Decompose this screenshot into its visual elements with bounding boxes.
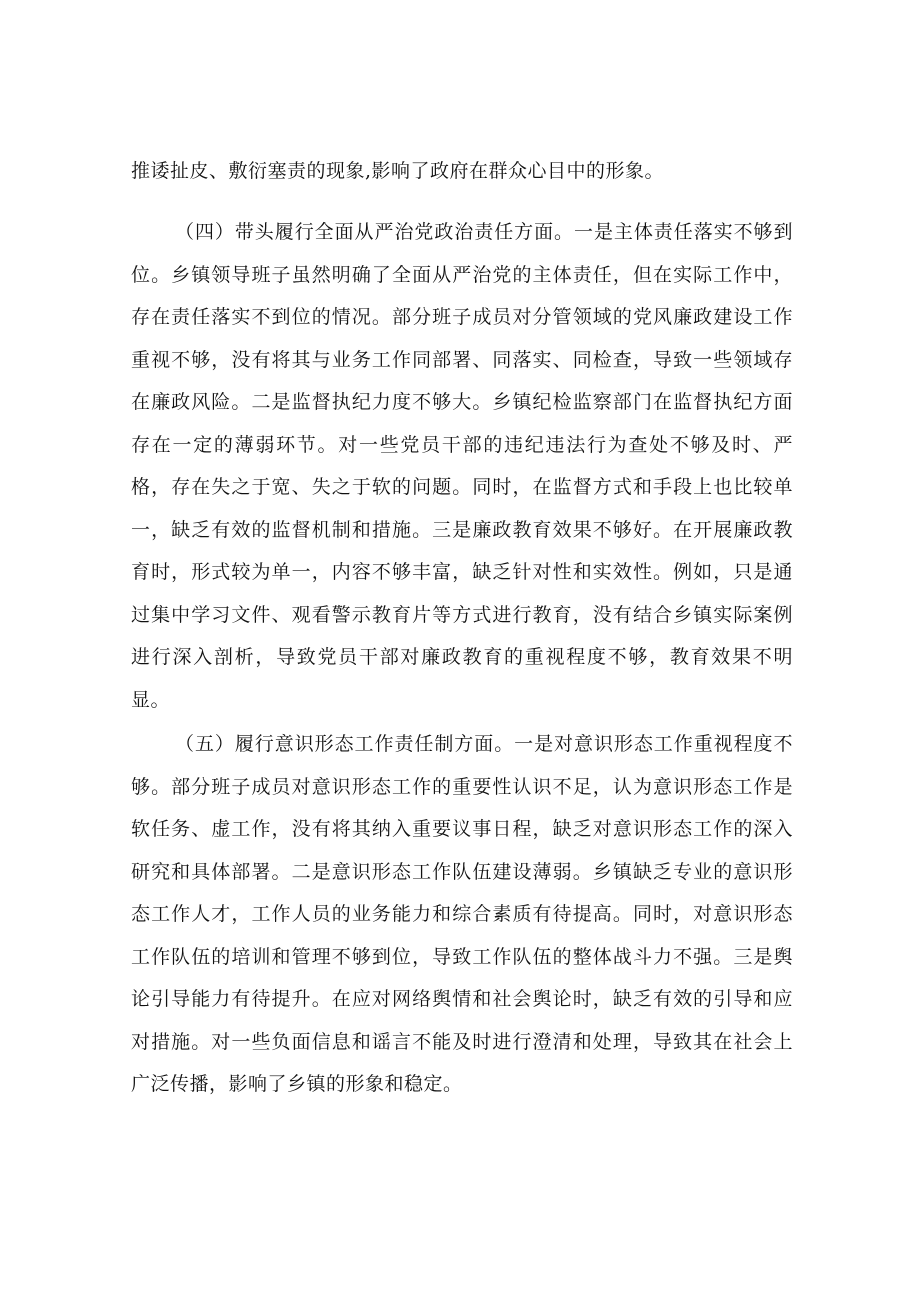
paragraph-section-five: （五）履行意识形态工作责任制方面。一是对意识形态工作重视程度不够。部分班子成员对意识形态工作的重要性认识不足，认为意识形态工作是软任务、虚工作，没有将其纳入重要议事日程，缺乏对意识形态工作的深入研究和具体部署。二是意识形态工作队伍建设薄弱。乡镇缺乏专业的意识形态工作人才，工作人员的业务能力和综合素质有待提高。同时，对意识形态工作队伍的培训和管理不够到位，导致工作队伍的整体战斗力不强。三是舆论引导能力有待提升。在应对网络舆情和社会舆论时，缺乏有效的引导和应对措施。对一些负面信息和谣言不能及时进行澄清和处理，导致其在社会上广泛传播，影响了乡镇的形象和稳定。: [131, 733, 793, 1095]
paragraph-section-four: （四）带头履行全面从严治党政治责任方面。一是主体责任落实不够到位。乡镇领导班子虽然明确了全面从严治党的主体责任，但在实际工作中，存在责任落实不到位的情况。部分班子成员对分管领域的党风廉政建设工作重视不够，没有将其与业务工作同部署、同落实、同检查，导致一些领域存在廉政风险。二是监督执纪力度不够大。乡镇纪检监察部门在监督执纪方面存在一定的薄弱环节。对一些党员干部的违纪违法行为查处不够及时、严格，存在失之于宽、失之于软的问题。同时，在监督方式和手段上也比较单一，缺乏有效的监督机制和措施。三是廉政教育效果不够好。在开展廉政教育时，形式较为单一，内容不够丰富，缺乏针对性和实效性。例如，只是通过集中学习文件、观看警示教育片等方式进行教育，没有结合乡镇实际案例进行深入剖析，导致党员干部对廉政教育的重视程度不够，教育效果不明显。: [131, 221, 793, 711]
section-four-block: [131, 211, 793, 721]
paragraph-continuation-block: [131, 150, 793, 193]
section-five-block: [131, 723, 793, 1106]
paragraph-continuation: 推诿扯皮、敷衍塞责的现象,影响了政府在群众心目中的形象。: [131, 160, 665, 182]
